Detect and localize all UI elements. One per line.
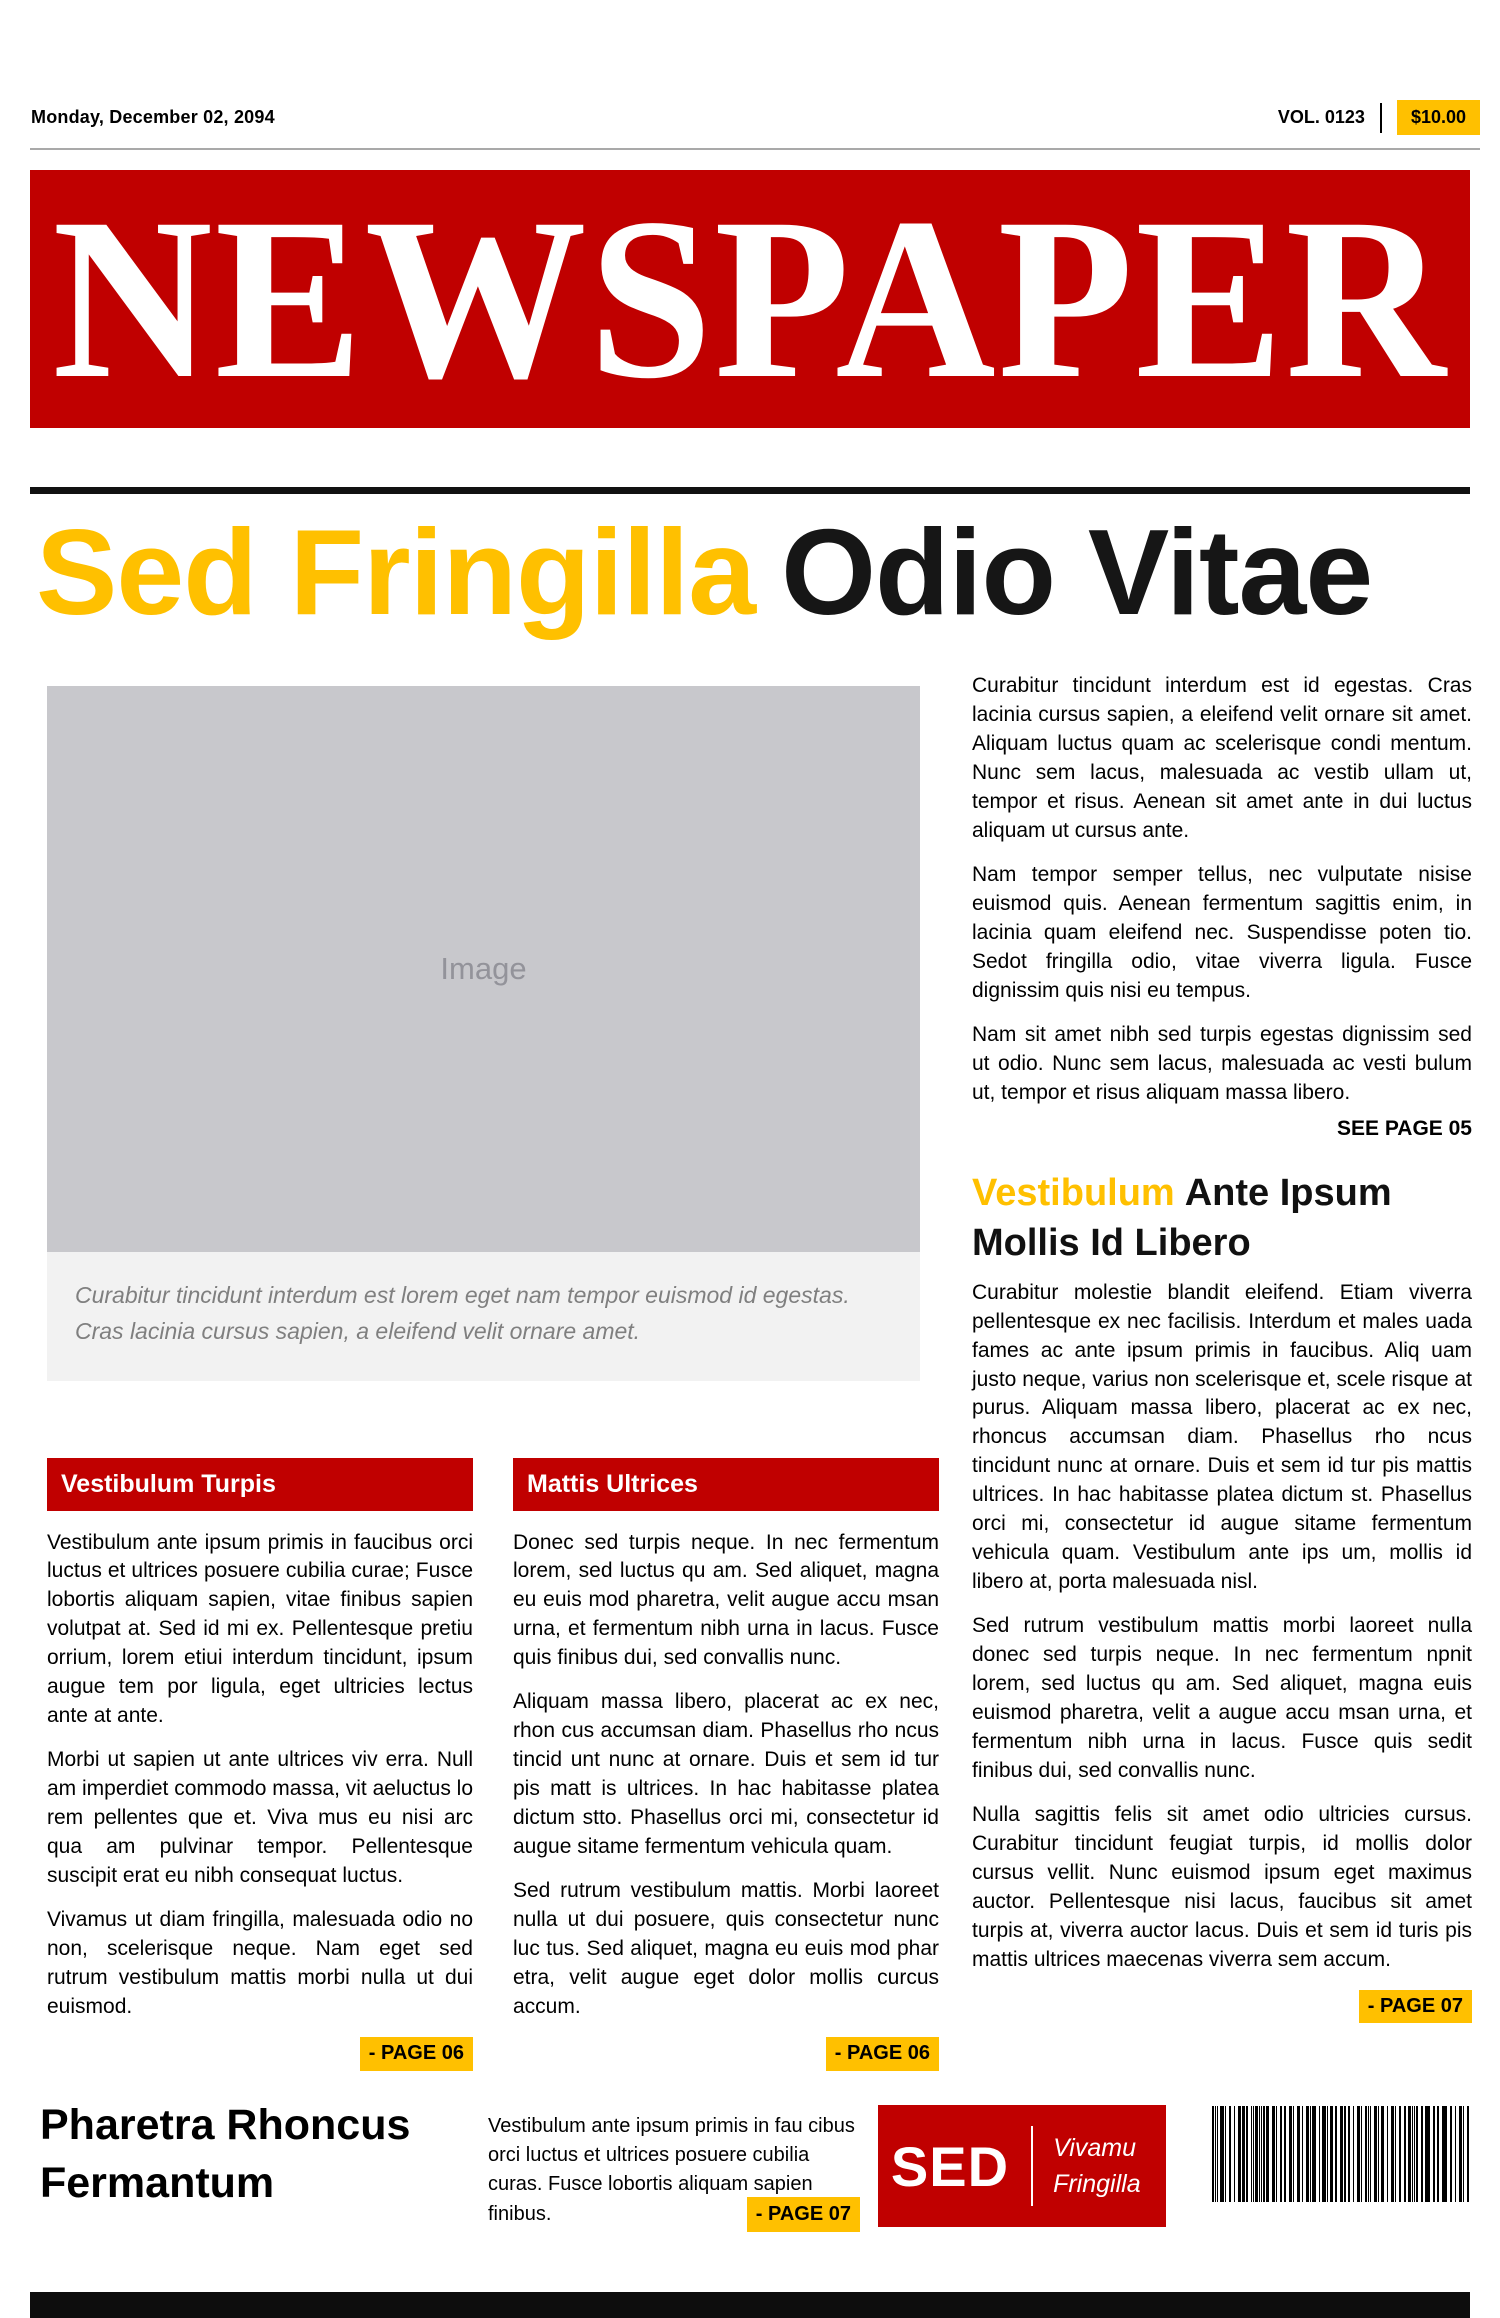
column-story-header: Mattis Ultrices xyxy=(513,1458,939,1511)
column-story-paragraph: Aliquam massa libero, placerat ac ex nec, rhon cus accumsan diam. Phasellus rho ncus tincid unt nunc at ornare. Duis et sem id tur pis matt is ultrices. In hac habitasse platea dictum stto. Phasellus orci mi, consectetur id augue sitame fermentum vehicula quam. xyxy=(513,1690,939,1859)
bottom-story-paragraph xyxy=(488,2112,860,2229)
barcode xyxy=(1212,2106,1470,2202)
column-story-paragraph: Vivamus ut diam fringilla, malesuada odio no non, scelerisque neque. Nam eget sed rutrum vestibulum mattis morbi nulla ut dui euismod. xyxy=(47,1908,473,2019)
page-tag-link[interactable]: - PAGE 07 xyxy=(747,2197,860,2232)
top-info-bar xyxy=(31,100,1480,135)
page-tag-link[interactable]: - PAGE 06 xyxy=(826,2037,939,2071)
sed-promo-box xyxy=(878,2105,1166,2227)
footer-bar xyxy=(30,2292,1470,2318)
page-tag-link[interactable]: - PAGE 07 xyxy=(1359,1990,1472,2024)
main-headline xyxy=(36,504,1476,640)
column-story-vestibulum-turpis xyxy=(47,1458,473,2071)
lead-image-block xyxy=(47,686,920,1381)
column-story-tag-row xyxy=(47,2037,473,2071)
image-placeholder xyxy=(47,686,920,1252)
second-story-title-rest: Ante Ipsum Mollis Id Libero xyxy=(972,1171,1392,1265)
top-rule xyxy=(30,148,1480,150)
volume-number: VOL. 0123 xyxy=(1277,107,1365,127)
column-story-paragraph: Vestibulum ante ipsum primis in faucibus orci luctus et ultrices posuere cubilia curae; Fusce lobortis aliquam sapien, vitae finibus sapien volutpat at. Sed id mi ex. Pellentesque pretiu orrium, lorem etiui interdum tincidunt, ipsum augue tem por ligula, eget ultricies lectus ante at ante. xyxy=(47,1530,473,1728)
bottom-story-title: Pharetra Rhoncus Fermantum xyxy=(40,2101,411,2208)
page-tag-link[interactable]: - PAGE 06 xyxy=(360,2037,473,2071)
headline-rule xyxy=(30,487,1470,494)
price-badge: $10.00 xyxy=(1397,100,1480,135)
main-story-column xyxy=(972,672,1472,2023)
image-placeholder-label: Image xyxy=(440,951,527,986)
newspaper-title: NEWSPAPER xyxy=(52,171,1448,427)
column-story-paragraph: Sed rutrum vestibulum mattis. Morbi laoreet nulla ut dui posuere, quis consectetur nunc luc tus. Sed aliquet, magna eu euis mod phar etra, velit augue eget dolor mollis curcus accum. xyxy=(513,1879,939,2019)
top-info-right xyxy=(1278,100,1480,135)
second-story-title-highlight: Vestibulum xyxy=(972,1171,1175,1214)
column-story-header: Vestibulum Turpis xyxy=(47,1458,473,1511)
vertical-divider xyxy=(1380,103,1382,133)
main-story-paragraph: Curabitur tincidunt interdum est id egestas. Cras lacinia cursus sapien, a eleifend velit ornare sit amet. Aliquam luctus quam ac scelerisque condi mentum. Nunc sem lacus, malesuada ac vestib ullam ut, tempor et risus. Aenean sit amet ante in dui luctus aliquam ut cursus ante. xyxy=(972,674,1472,842)
bottom-story-text: Vestibulum ante ipsum primis in fau cibus orci luctus et ultrices posuere cubilia curas. Fusce lobortis aliquam sapien finibus. xyxy=(488,2115,855,2225)
second-story-title xyxy=(972,1168,1472,1269)
second-story-paragraph: Sed rutrum vestibulum mattis morbi laoreet nulla donec sed turpis neque. In nec fermentum npnit lorem, sed luctus qu am. Sed aliquet, magna euis euismod pharetra, velit a augue accu msan urna, et fermentum nibh urna in lacus. Fusce quis sedit finibus dui, sed convallis nunc. xyxy=(972,1614,1472,1783)
second-story-paragraph: Nulla sagittis felis sit amet odio ultricies cursus. Curabitur tincidunt feugiat turpis, id mollis dolor cursus vellit. Nunc euismod ipsum eget maximus auctor. Pellentesque nisi lacus, faucibus sit amet turpis at, viverra auctor lacus. Duis et sem id turis pis mattis ultrices maecenas viverra sem accum. xyxy=(972,1803,1472,1971)
issue-date: Monday, December 02, 2094 xyxy=(31,107,275,127)
column-story-paragraph: Morbi ut sapien ut ante ultrices viv erra. Null am imperdiet commodo massa, vit aeluctus lo rem pellentes que et. Viva mus eu nisi arc qua am pulvinar tempor. Pellentesque suscipit erat eu nibh consequat luctus. xyxy=(47,1748,473,1888)
main-story-paragraph: Nam sit amet nibh sed turpis egestas dignissim sed ut odio. Nunc sem lacus, malesuada ac vesti bulum ut, tempor et risus aliquam massa libero. xyxy=(972,1022,1472,1104)
masthead-banner xyxy=(30,170,1470,428)
sed-logo: SED xyxy=(890,2134,1010,2198)
second-story-paragraph: Curabitur molestie blandit eleifend. Etiam viverra pellentesque ex nec facilisis. Interdum et males uada fames ac ante ipsum primis in faucibus. Aliq uam justo neque, varius non scelerisque et, scele risque at purus. Aliquam massa libero, placerat ac ex nec, rhoncus accumsan diam. Phasellus rho ncus tincidunt nunc at ornare. Duis et sem id tur pis mattis ultrices. In hac habitasse platea dictum st. Phasellus orci mi, consectetur id augue sitame fermentum vehicula quam. Vestibulum ante ips um, mollis id libero at, porta malesuada nisl. xyxy=(972,1280,1472,1594)
headline-rest: Odio Vitae xyxy=(781,504,1373,640)
second-story-tag-row xyxy=(972,1990,1472,2024)
column-story-mattis-ultrices xyxy=(513,1458,939,2071)
sed-divider xyxy=(1031,2126,1033,2206)
column-story-paragraph: Donec sed turpis neque. In nec fermentum lorem, sed luctus qu am. Sed aliquet, magna eu euis mod pharetra, velit augue accu msan urna, et fermentum nibh urna in lacus. Fusce quis finibus dui, sed convallis nunc. xyxy=(513,1530,939,1670)
see-page-link[interactable]: SEE PAGE 05 xyxy=(1336,1116,1472,1140)
image-caption: Curabitur tincidunt interdum est lorem eget nam tempor euismod id egestas. Cras lacinia cursus sapien, a eleifend velit ornare amet. xyxy=(47,1252,920,1381)
sed-tagline: Vivamu Fringilla xyxy=(1053,2133,1141,2198)
headline-highlight: Sed Fringilla xyxy=(36,504,756,640)
column-story-tag-row xyxy=(513,2037,939,2071)
main-story-paragraph: Nam tempor semper tellus, nec vulputate nisise euismod quis. Aenean fermentum sagittis enim, in lacinia quam eleifend nec. Suspendisse poten tio. Sedot fringilla odio, vitae viverra ligula. Fusce dignissim quis nisi eu tempus. xyxy=(972,862,1472,1002)
